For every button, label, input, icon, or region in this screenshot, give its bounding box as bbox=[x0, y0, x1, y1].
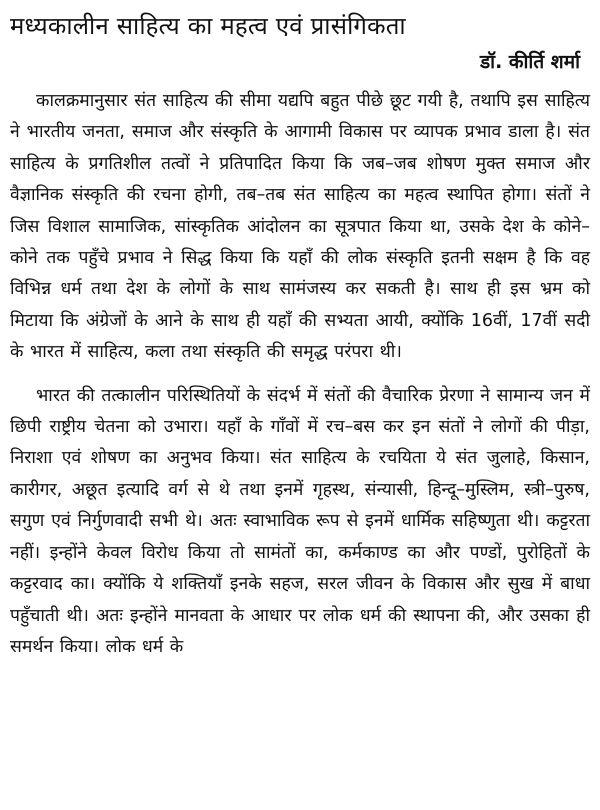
paragraph-1: कालक्रमानुसार संत साहित्य की सीमा यद्यपि बहुत पीछे छूट गयी है, तथापि इस साहित्य ने भारतीय जनता, समाज और संस्कृति के आगामी विकास पर व्यापक प्रभाव डाला है। संत साहित्य के प्रगतिशील तत्वों ने प्रतिपादित किया कि जब–जब शोषण मुक्त समाज और वैज्ञानिक संस्कृति की रचना होगी, तब–तब संत साहित्य का महत्व स्थापित होगा। संतों ने जिस विशाल सामाजिक, सांस्कृतिक आंदोलन का सूत्रपात किया था, उसके देश के कोने–कोने तक पहुँचे प्रभाव ने सिद्ध किया कि यहाँ की लोक संस्कृति इतनी सक्षम है कि वह विभिन्न धर्म तथा देश के लोगों के साथ सामंजस्य कर सकती है। साथ ही इस भ्रम को मिटाया कि अंग्रेजों के आने के साथ ही यहाँ की सभ्यता आयी, क्योंकि 16वीं, 17वीं सदी के भारत में साहित्य, कला तथा संस्कृति की समृद्ध परंपरा थी। bbox=[10, 91, 590, 363]
author-name: डॉ. कीर्ति शर्मा bbox=[479, 51, 580, 73]
page-title: मध्यकालीन साहित्य का महत्व एवं प्रासंगिकता bbox=[10, 12, 406, 40]
paragraph-2: भारत की तत्कालीन परिस्थितियों के संदर्भ में संतों की वैचारिक प्रेरणा ने सामान्य जन में छिपी राष्ट्रीय चेतना को उभारा। यहाँ के गाँवों में रच–बस कर इन संतों ने लोगों की पीड़ा, निराशा एवं शोषण का अनुभव किया। संत साहित्य के रचयिता ये संत जुलाहे, किसान, कारीगर, अछूत इत्यादि वर्ग से थे तथा इनमें गृहस्थ, संन्यासी, हिन्दू–मुस्लिम, स्त्री–पुरुष, सगुण एवं निर्गुणवादी सभी थे। अतः स्वाभाविक रूप से इनमें धार्मिक सहिष्णुता थी। कट्टरता नहीं। इन्होंने केवल विरोध किया तो सामंतों का, कर्मकाण्ड का और पण्डों, पुरोहितों के कट्टरवाद का। क्योंकि ये शक्तियाँ इनके सहज, सरल जीवन के विकास और सुख में बाधा पहुँचाती थी। अतः इन्होंने मानवता के आधार पर लोक धर्म की स्थापना की, और उसका ही समर्थन किया। लोक धर्म के bbox=[10, 385, 590, 657]
